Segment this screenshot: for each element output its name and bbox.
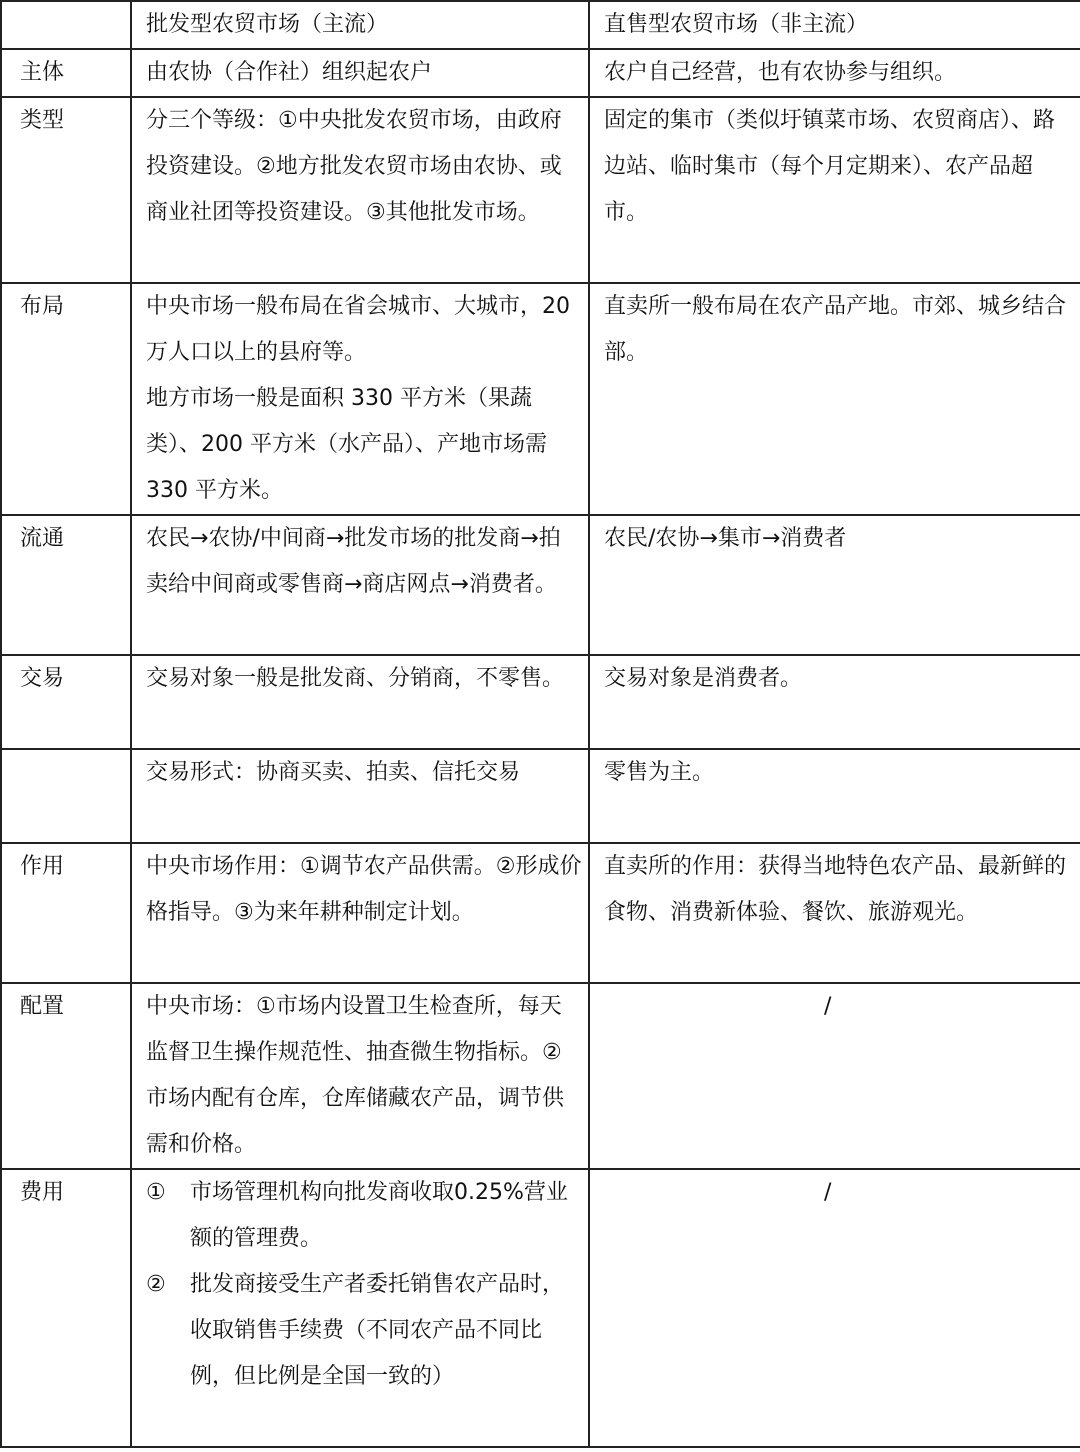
table-row [1, 1169, 1080, 1447]
table-row [1, 515, 1080, 655]
numbered-item: ① 市场管理机构向批发商收取0.25%营业额的管理费。 [146, 1180, 568, 1251]
header-row [1, 1, 1080, 49]
row-label: 主体 [1, 49, 131, 97]
table-row [1, 283, 1080, 515]
header-direct: 直售型农贸市场（非主流） [589, 1, 1080, 49]
row-label: 流通 [1, 515, 131, 655]
wholesale-cell: 中央市场：①市场内设置卫生检查所，每天监督卫生操作规范性、抽查微生物指标。②市场内配有仓库，仓库储藏农产品，调节供需和价格。 [131, 983, 589, 1169]
numbered-item: ② 批发商接受生产者委托销售农产品时，收取销售手续费（不同农产品不同比例，但比例是全国一致的） [146, 1272, 565, 1389]
row-label: 交易 [1, 655, 131, 749]
row-label: 配置 [1, 983, 131, 1169]
wholesale-cell: 农民→农协/中间商→批发市场的批发商→拍卖给中间商或零售商→商店网点→消费者。 [131, 515, 589, 655]
direct-cell: / [589, 983, 1080, 1169]
wholesale-cell [131, 1169, 589, 1447]
table-row [1, 49, 1080, 97]
table-row [1, 749, 1080, 843]
header-wholesale: 批发型农贸市场（主流） [131, 1, 589, 49]
wholesale-cell: 中央市场作用：①调节农产品供需。②形成价格指导。③为来年耕种制定计划。 [131, 843, 589, 983]
direct-cell: 农户自己经营，也有农协参与组织。 [589, 49, 1080, 97]
direct-cell: 交易对象是消费者。 [589, 655, 1080, 749]
row-label [1, 749, 131, 843]
direct-cell: 农民/农协→集市→消费者 [589, 515, 1080, 655]
table-row [1, 983, 1080, 1169]
header-blank [1, 1, 131, 49]
wholesale-cell: 由农协（合作社）组织起农户 [131, 49, 589, 97]
table-row [1, 97, 1080, 283]
table-row [1, 843, 1080, 983]
wholesale-cell: 交易对象一般是批发商、分销商，不零售。 [131, 655, 589, 749]
direct-cell: / [589, 1169, 1080, 1447]
direct-cell: 零售为主。 [589, 749, 1080, 843]
row-label: 类型 [1, 97, 131, 283]
row-label: 费用 [1, 1169, 131, 1447]
row-label: 作用 [1, 843, 131, 983]
wholesale-cell: 中央市场一般布局在省会城市、大城市，20万人口以上的县府等。 地方市场一般是面积 330 平方米（果蔬类）、200 平方米（水产品）、产地市场需 330 平方米。 [131, 283, 589, 515]
direct-cell: 直卖所的作用：获得当地特色农产品、最新鲜的食物、消费新体验、餐饮、旅游观光。 [589, 843, 1080, 983]
table-row [1, 655, 1080, 749]
row-label: 布局 [1, 283, 131, 515]
wholesale-cell: 交易形式：协商买卖、拍卖、信托交易 [131, 749, 589, 843]
direct-cell: 直卖所一般布局在农产品产地。市郊、城乡结合部。 [589, 283, 1080, 515]
wholesale-cell: 分三个等级：①中央批发农贸市场，由政府投资建设。②地方批发农贸市场由农协、或商业社团等投资建设。③其他批发市场。 [131, 97, 589, 283]
direct-cell: 固定的集市（类似圩镇菜市场、农贸商店）、路边站、临时集市（每个月定期来）、农产品超市。 [589, 97, 1080, 283]
